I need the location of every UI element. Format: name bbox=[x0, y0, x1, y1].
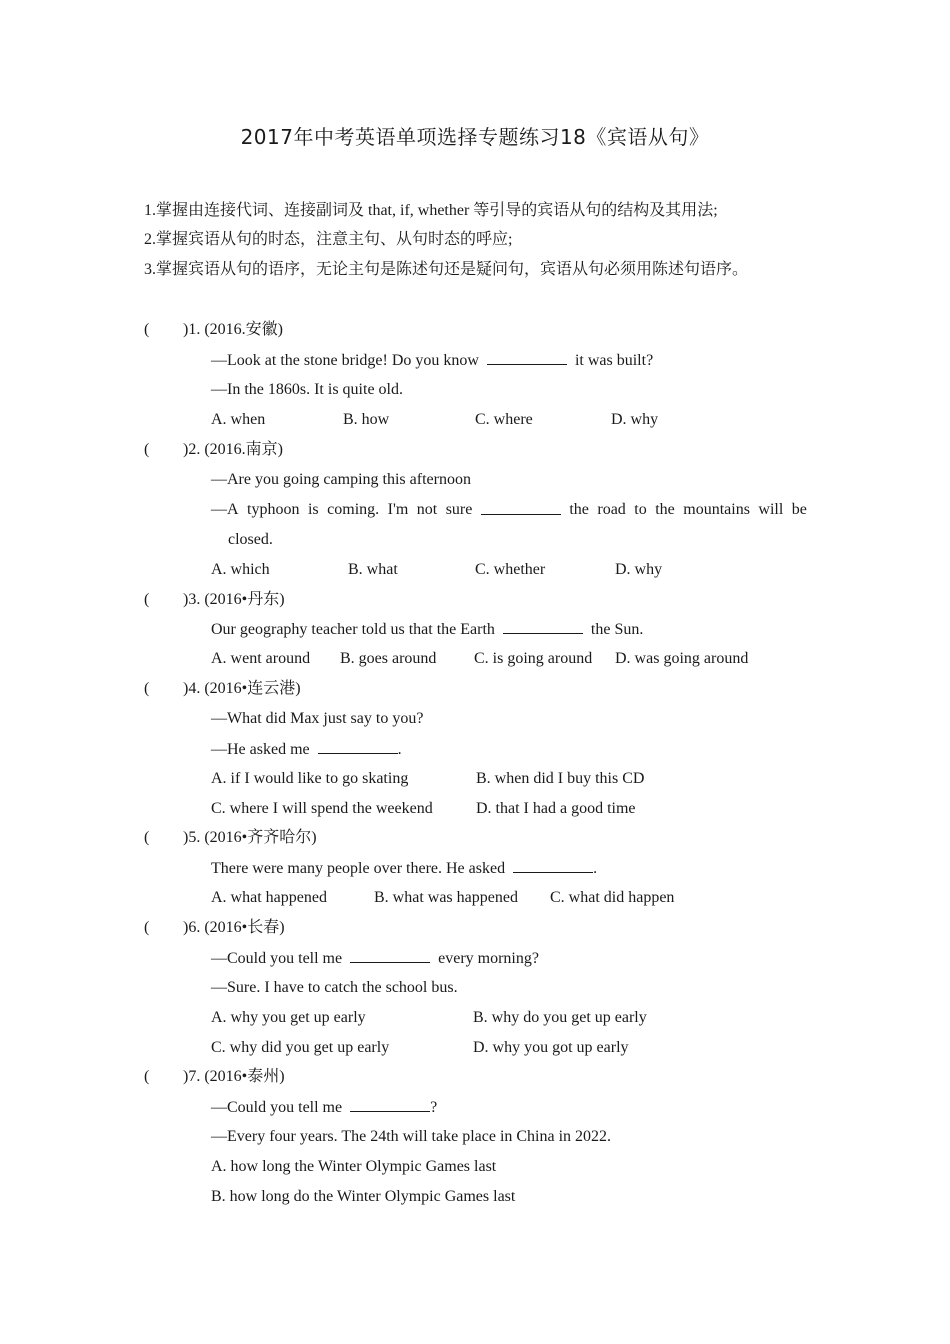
answer-paren-q4[interactable]: ( bbox=[144, 680, 150, 697]
q3-option-a: A. went around bbox=[211, 650, 311, 667]
q2-word: will bbox=[758, 501, 784, 518]
answer-blank bbox=[487, 350, 567, 365]
q6-text-after-blank: every morning? bbox=[438, 950, 539, 967]
q1-option-b: B. how bbox=[343, 411, 390, 428]
q2-word: mountains bbox=[683, 501, 750, 518]
question-7-line-2: —Every four years. The 24th will take place in China in 2022. bbox=[211, 1128, 612, 1145]
q5-option-a: A. what happened bbox=[211, 889, 327, 906]
q4-option-d: D. that I had a good time bbox=[476, 800, 636, 817]
q2-word: is bbox=[307, 501, 319, 518]
q2-option-b: B. what bbox=[348, 561, 398, 578]
q2-word: —A bbox=[211, 501, 239, 518]
question-1-line-2: —In the 1860s. It is quite old. bbox=[211, 381, 403, 398]
q2-word: coming. bbox=[327, 501, 380, 518]
q3-option-b: B. goes around bbox=[340, 650, 437, 667]
answer-blank bbox=[318, 739, 398, 754]
q2-word: to bbox=[634, 501, 647, 518]
q5-option-b: B. what was happened bbox=[374, 889, 518, 906]
q6-text-before-blank: —Could you tell me bbox=[211, 950, 343, 967]
q4-option-b: B. when did I buy this CD bbox=[476, 770, 645, 787]
question-7-line-1 bbox=[211, 1097, 437, 1117]
q4-option-c: C. where I will spend the weekend bbox=[211, 800, 433, 817]
q7-text-before-blank: —Could you tell me bbox=[211, 1099, 343, 1116]
question-1-header: )1. (2016.安徽) bbox=[183, 321, 283, 338]
q6-option-a: A. why you get up early bbox=[211, 1009, 366, 1026]
question-2-line-2 bbox=[211, 500, 807, 520]
q2-word: be bbox=[791, 501, 807, 518]
objective-1: 1.掌握由连接代词、连接副词及 that, if, whether 等引导的宾语从句的结构及其用法; bbox=[144, 202, 718, 219]
objective-2: 2.掌握宾语从句的时态，注意主句、从句时态的呼应; bbox=[144, 231, 513, 248]
q6-option-d: D. why you got up early bbox=[473, 1039, 629, 1056]
question-6-line-2: —Sure. I have to catch the school bus. bbox=[211, 979, 458, 996]
answer-paren-q7[interactable]: ( bbox=[144, 1068, 150, 1085]
q4-option-a: A. if I would like to go skating bbox=[211, 770, 409, 787]
answer-paren-q1[interactable]: ( bbox=[144, 321, 150, 338]
q1-text-after-blank: it was built? bbox=[574, 352, 654, 369]
q2-option-d: D. why bbox=[615, 561, 663, 578]
q2-word: typhoon bbox=[247, 501, 300, 518]
q4-text-before-blank: —He asked me bbox=[211, 741, 310, 758]
question-3-header: )3. (2016•丹东) bbox=[183, 591, 285, 608]
answer-paren-q3[interactable]: ( bbox=[144, 591, 150, 608]
question-2-line-3: closed. bbox=[228, 531, 273, 548]
q7-text-after-blank: ? bbox=[430, 1099, 438, 1116]
q5-text-after-blank: . bbox=[593, 860, 598, 877]
question-4-header: )4. (2016•连云港) bbox=[183, 680, 301, 697]
answer-blank bbox=[350, 948, 430, 963]
q2-word: road bbox=[597, 501, 626, 518]
q2-option-a: A. which bbox=[211, 561, 270, 578]
q1-option-a: A. when bbox=[211, 411, 266, 428]
q2-word: I'm bbox=[387, 501, 409, 518]
q2-word: the bbox=[569, 501, 589, 518]
question-7-header: )7. (2016•泰州) bbox=[183, 1068, 285, 1085]
q4-text-after-blank: . bbox=[397, 741, 402, 758]
q1-text-before-blank: —Look at the stone bridge! Do you know bbox=[211, 352, 479, 369]
objective-3: 3.掌握宾语从句的语序，无论主句是陈述句还是疑问句，宾语从句必须用陈述句语序。 bbox=[144, 261, 749, 278]
answer-blank bbox=[350, 1097, 430, 1112]
question-6-header: )6. (2016•长春) bbox=[183, 919, 285, 936]
answer-blank bbox=[513, 858, 593, 873]
q3-text-before-blank: Our geography teacher told us that the Earth bbox=[211, 621, 495, 638]
question-2-line-1: —Are you going camping this afternoon bbox=[211, 471, 471, 488]
q7-option-b: B. how long do the Winter Olympic Games last bbox=[211, 1188, 516, 1205]
answer-blank bbox=[481, 500, 561, 515]
answer-paren-q2[interactable]: ( bbox=[144, 441, 150, 458]
q3-option-d: D. was going around bbox=[615, 650, 749, 667]
q7-option-a: A. how long the Winter Olympic Games last bbox=[211, 1158, 497, 1175]
q2-word: not bbox=[416, 501, 438, 518]
question-5-header: )5. (2016•齐齐哈尔) bbox=[183, 829, 317, 846]
q6-option-b: B. why do you get up early bbox=[473, 1009, 647, 1026]
question-6-line-1 bbox=[211, 948, 539, 968]
q1-option-d: D. why bbox=[611, 411, 659, 428]
q5-text-before-blank: There were many people over there. He asked bbox=[211, 860, 506, 877]
answer-paren-q5[interactable]: ( bbox=[144, 829, 150, 846]
q3-text-after-blank: the Sun. bbox=[590, 621, 644, 638]
answer-blank bbox=[503, 619, 583, 634]
question-3-line-1 bbox=[211, 619, 643, 639]
q2-option-c: C. whether bbox=[475, 561, 546, 578]
q2-word: sure bbox=[445, 501, 473, 518]
q3-option-c: C. is going around bbox=[474, 650, 593, 667]
answer-paren-q6[interactable]: ( bbox=[144, 919, 150, 936]
q6-option-c: C. why did you get up early bbox=[211, 1039, 390, 1056]
q1-option-c: C. where bbox=[475, 411, 533, 428]
q2-word: the bbox=[655, 501, 675, 518]
q5-option-c: C. what did happen bbox=[550, 889, 675, 906]
document-title: 2017年中考英语单项选择专题练习18《宾语从句》 bbox=[240, 125, 710, 149]
question-5-line-1 bbox=[211, 858, 597, 878]
question-4-line-1: —What did Max just say to you? bbox=[211, 710, 424, 727]
question-2-header: )2. (2016.南京) bbox=[183, 441, 283, 458]
question-1-line-1 bbox=[211, 350, 653, 370]
question-4-line-2 bbox=[211, 739, 402, 759]
